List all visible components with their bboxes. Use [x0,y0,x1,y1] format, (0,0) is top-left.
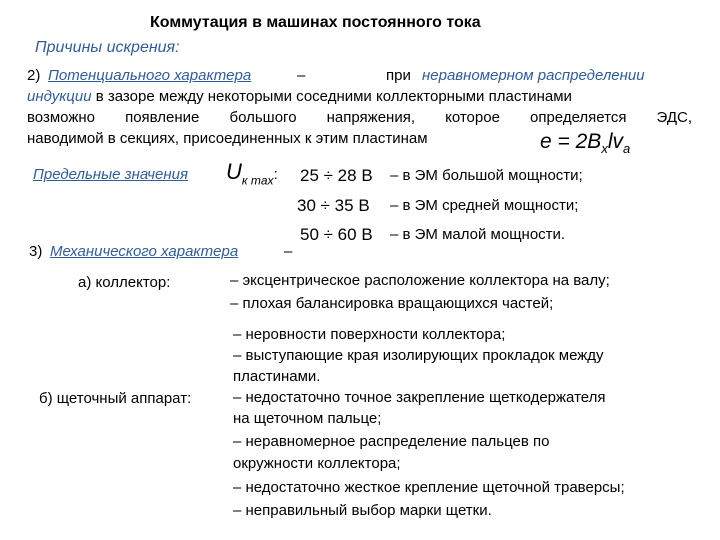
item-2-line4: наводимой в секциях, присоединенных к этим пластинам [27,130,428,147]
u-colon: : [273,166,278,183]
limit-range-1: 25 ÷ 28 В [300,166,373,185]
item-2-pri: при [386,67,411,84]
limit-desc-3: – в ЭМ малой мощности. [390,226,566,243]
item-3-dash: – [284,243,293,260]
brush-line-5: на щеточном пальце; [233,410,382,427]
collector-item-1: – эксцентрическое расположение коллектора на валу; [230,272,610,289]
u-subscript: к max [241,173,274,188]
subtitle: Причины искрения: [35,39,180,56]
u-letter: U [226,159,242,184]
item-2-line3: возможно появление большого напряжения, которое определяется ЭДС, [27,109,692,126]
limit-range-2: 30 ÷ 35 В [297,196,370,215]
limit-desc-2: – в ЭМ средней мощности; [390,197,579,214]
emf-formula [540,130,630,156]
item-3-number: 3) [29,243,43,260]
brush-line-2: – выступающие края изолирующих прокладок между [233,347,604,364]
brush-line-6: – неравномерное распределение пальцев по [233,433,550,450]
formula-sub-x: x [601,141,608,157]
limits-label: Предельные значения [33,166,188,183]
limits-u-symbol [226,159,278,187]
item-3-term: Механического характера [50,243,239,260]
item-2-term2: неравномерном распределении [422,67,645,84]
brush-line-1: – неровности поверхности коллектора; [233,326,506,343]
brush-line-3: пластинами. [233,368,321,385]
brush-line-4: – недостаточно точное закрепление щеткодержателя [233,389,606,406]
item-2-line2-rest: в зазоре между некоторыми соседними коллекторными пластинами [91,88,572,105]
page-title: Коммутация в машинах постоянного тока [150,14,481,31]
collector-item-2: – плохая балансировка вращающихся частей; [230,295,554,312]
limit-range-3: 50 ÷ 60 В [300,225,373,244]
brush-line-7: окружности коллектора; [233,455,401,472]
item-2-number: 2) [27,67,41,84]
item-2-term: Потенциального характера [48,67,252,84]
brush-line-9: – неправильный выбор марки щетки. [233,502,492,519]
brush-label: б) щеточный аппарат: [39,390,192,407]
item-2-line2-term: индукции [27,88,92,105]
item-2-line2 [27,88,572,105]
collector-label: а) коллектор: [78,274,171,291]
brush-line-8: – недостаточно жесткое крепление щеточной траверсы; [233,479,625,496]
item-2-dash: – [297,67,306,84]
formula-lhs: e = 2B [540,130,602,153]
limit-desc-1: – в ЭМ большой мощности; [390,167,583,184]
formula-mid: lv [607,130,623,153]
formula-sub-a: a [622,141,631,157]
